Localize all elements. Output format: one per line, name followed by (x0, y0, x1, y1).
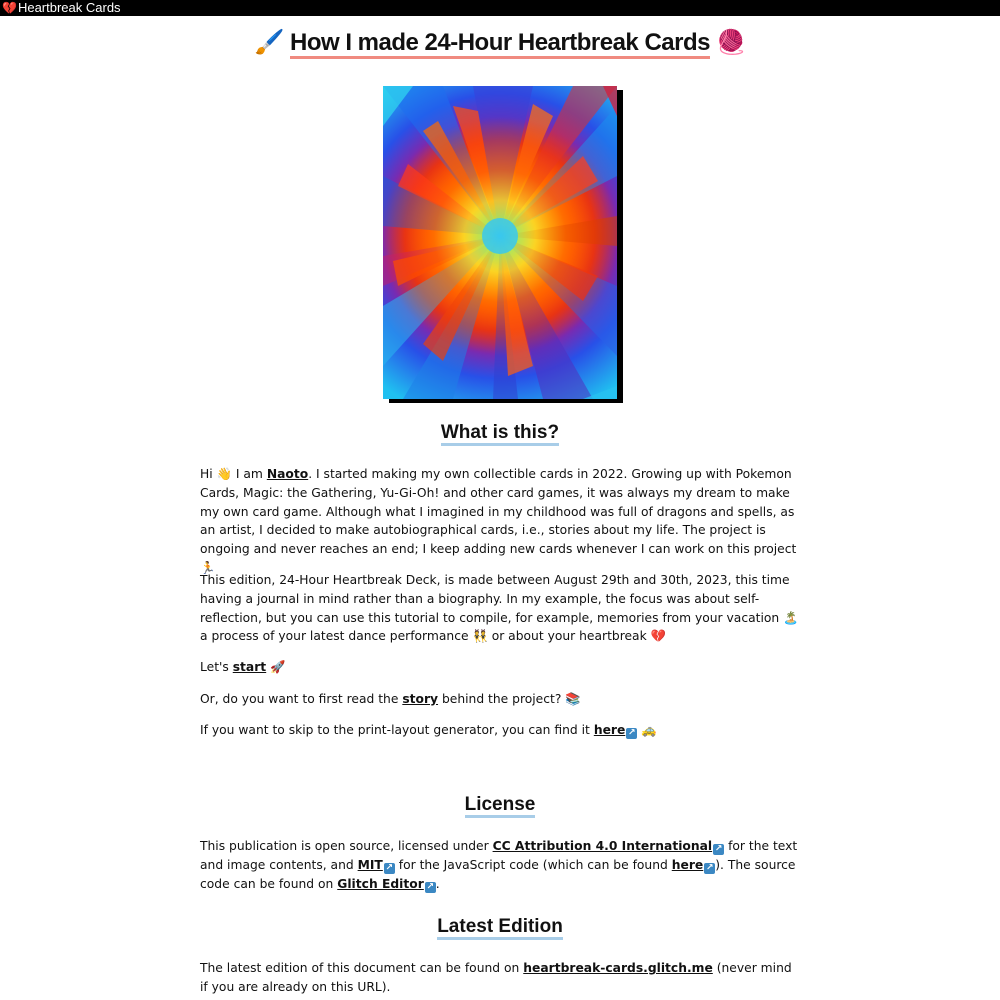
broken-heart-icon: 💔 (650, 629, 666, 644)
rocket-icon: 🚀 (270, 660, 286, 674)
external-link-icon: ↗ (426, 881, 435, 892)
page-title (0, 28, 1000, 57)
waving-hand-icon: 👋 (216, 467, 232, 481)
yarn-icon: 🧶 (716, 28, 746, 56)
latest-edition-link[interactable]: heartbreak-cards.glitch.me (523, 961, 713, 975)
cc-license-link[interactable]: CC Attribution 4.0 International (492, 839, 713, 853)
paintbrush-icon: 🖌️ (254, 28, 284, 56)
section-heading-license: License (0, 794, 1000, 816)
start-link[interactable]: start (232, 660, 267, 674)
site-title[interactable]: Heartbreak Cards (17, 0, 121, 15)
glitch-editor-link[interactable]: Glitch Editor (337, 876, 424, 891)
start-paragraph: Let's start 🚀 (200, 660, 286, 674)
section-heading-what-is-this: What is this? (0, 422, 1000, 444)
external-link-icon: ↗ (628, 728, 636, 738)
intro-paragraph: Hi 👋 I am Naoto. I started making my own collectible cards in 2022. Growing up with Pokemon Cards, Magic: the Gathering, Yu-Gi-Oh! and other card games, it was always my dream to make my own card game. Although what I imagined in my childhood was full of dragons and spells, as an artist, I decided to make autobiographical cards, i.e., stories about my life. The project is ongoing and never reaches an end; I keep adding new cards whenever I can work on this project 🏃 (200, 467, 797, 575)
edition-paragraph: This edition, 24-Hour Heartbreak Deck, is made between August 29th and 30th, 2023, this time having a journal in mind rather than a biography. In my example, the focus was about self-reflection, but you can use this tutorial to compile, for example, memories from your vacation 🏝️ a process of your latest dance performance 👯 or about your heartbreak 💔 (200, 573, 799, 644)
generator-here-link[interactable]: here (593, 723, 626, 737)
js-code-here-link[interactable]: here (671, 857, 704, 872)
external-link-icon: ↗ (705, 862, 714, 873)
mit-license-link[interactable]: MIT (357, 857, 383, 872)
latest-edition-paragraph: The latest edition of this document can be found on heartbreak-cards.glitch.me (never mind if you are already on this URL). (200, 961, 792, 994)
page-title-text: How I made 24-Hour Heartbreak Cards (290, 29, 710, 59)
top-bar (0, 0, 1000, 16)
island-icon: 🏝️ (783, 610, 799, 625)
card-image (383, 86, 617, 399)
taxi-icon: 🚕 (641, 723, 657, 737)
generator-paragraph: If you want to skip to the print-layout generator, you can find it here ↗ 🚕 (200, 723, 657, 738)
naoto-link[interactable]: Naoto (266, 467, 309, 481)
runner-icon: 🏃 (200, 560, 216, 575)
external-link-icon: ↗ (714, 844, 723, 854)
story-paragraph: Or, do you want to first read the story behind the project? 📚 (200, 692, 581, 706)
external-link-icon: ↗ (385, 862, 394, 873)
license-paragraph: This publication is open source, licensed under CC Attribution 4.0 International ↗ for the text and image contents, and MIT ↗ for the JavaScript code (which can be found here ↗ ). The source code can be found on Glitch Editor ↗ . (200, 839, 798, 892)
broken-heart-icon: 💔 (2, 1, 17, 15)
story-link[interactable]: story (402, 692, 439, 706)
dancers-icon: 👯 (472, 629, 488, 644)
card-artwork (383, 86, 617, 399)
books-icon: 📚 (565, 692, 581, 706)
section-heading-latest-edition: Latest Edition (0, 916, 1000, 938)
